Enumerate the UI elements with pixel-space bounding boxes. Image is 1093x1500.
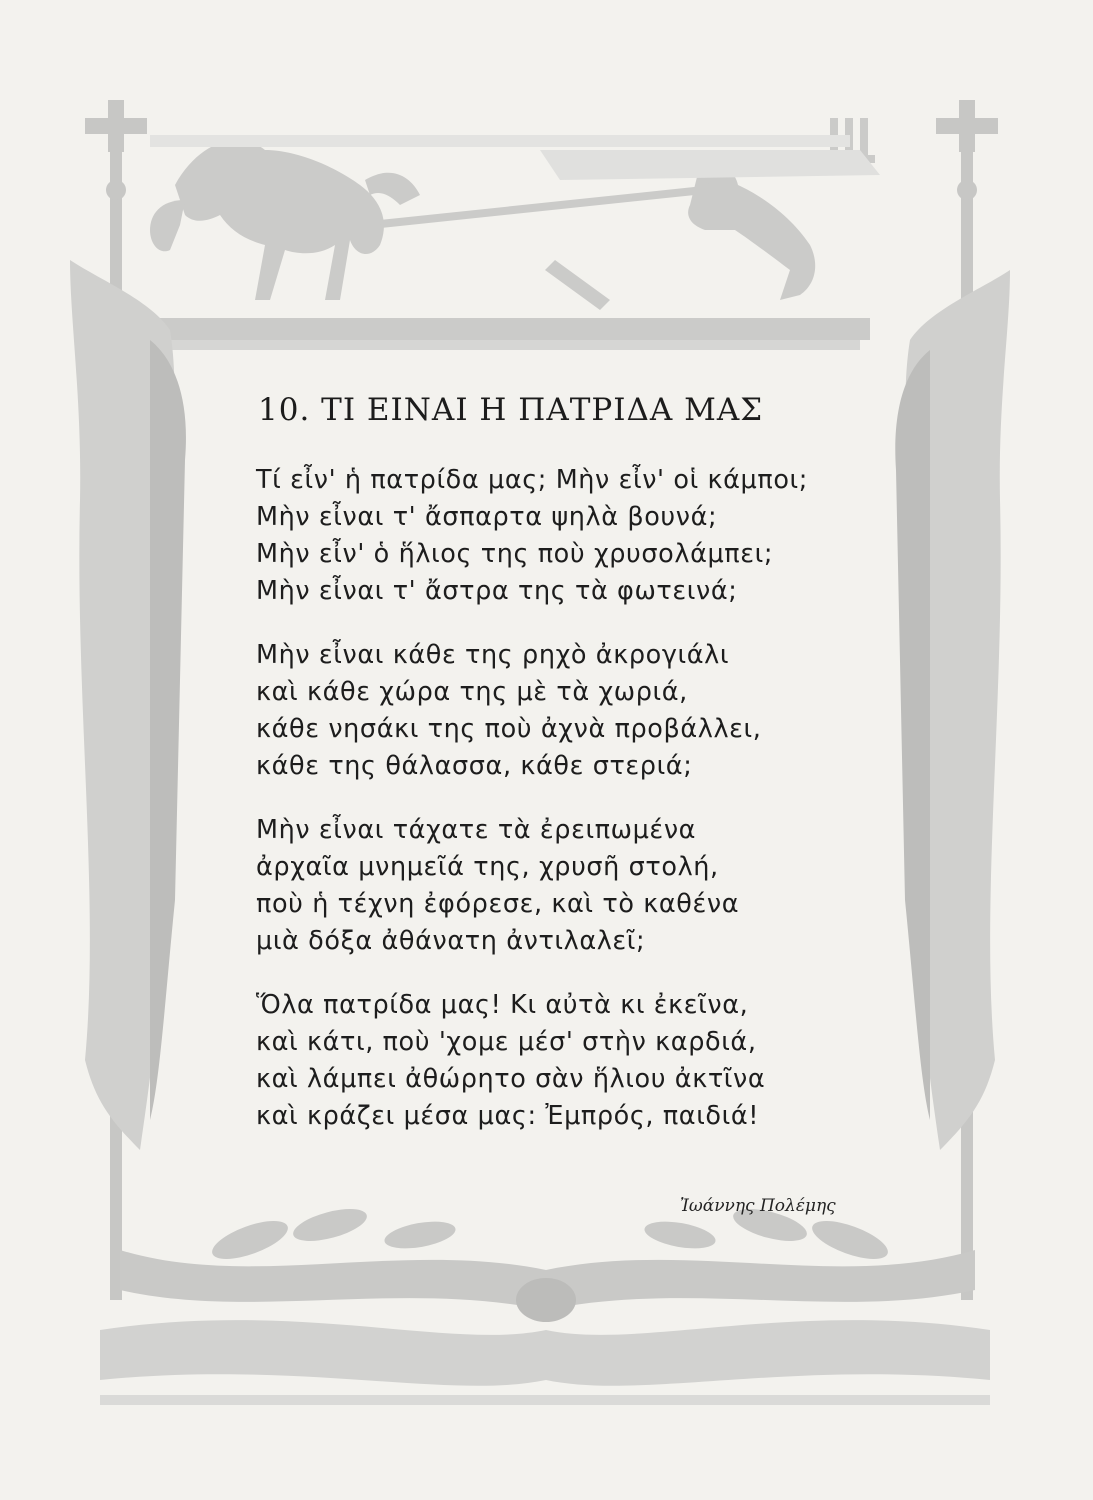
poem-line: κάθε της θάλασσα, κάθε στεριά;	[256, 751, 693, 781]
right-flag-illustration	[895, 100, 1010, 1300]
poem-line: Μὴν εἶναι τ' ἄσπαρτα ψηλὰ βουνά;	[256, 502, 718, 532]
poem-line: Μὴν εἶν' ὁ ἥλιος της ποὺ χρυσολάμπει;	[256, 539, 774, 569]
poem-author: Ἰωάννης Πολέμης	[680, 1196, 836, 1216]
plowing-scene-illustration	[150, 118, 880, 350]
poem-title: 10. ΤΙ ΕΙΝΑΙ Η ΠΑΤΡΙΔΑ ΜΑΣ	[258, 392, 764, 428]
stanza-1	[256, 462, 896, 610]
stanza-3	[256, 812, 896, 960]
laurel-garland-illustration	[100, 1203, 990, 1405]
left-flag-illustration	[70, 100, 186, 1300]
poem-line: Μὴν εἶναι τ' ἄστρα της τὰ φωτεινά;	[256, 576, 738, 606]
poem-line: καὶ κάθε χώρα της μὲ τὰ χωριά,	[256, 677, 688, 707]
poem-line: Μὴν εἶναι τάχατε τὰ ἐρειπωμένα	[256, 815, 697, 845]
poem-line: μιὰ δόξα ἀθάνατη ἀντιλαλεῖ;	[256, 926, 646, 956]
poem-line: ποὺ ἡ τέχνη ἐφόρεσε, καὶ τὸ καθένα	[256, 889, 740, 919]
stanza-2	[256, 637, 896, 785]
poem-line: Ὅλα πατρίδα μας! Κι αὐτὰ κι ἐκεῖνα,	[256, 990, 749, 1020]
poem-line: καὶ κάτι, ποὺ 'χομε μέσ' στὴν καρδιά,	[256, 1027, 757, 1057]
poem-line: καὶ λάμπει ἀθώρητο σὰν ἥλιου ἀκτῖνα	[256, 1064, 766, 1094]
poem-body	[256, 462, 896, 1162]
poem-line: Τί εἶν' ἡ πατρίδα μας; Μὴν εἶν' οἱ κάμποι;	[256, 465, 808, 495]
stanza-4	[256, 987, 896, 1135]
poem-line: Μὴν εἶναι κάθε της ρηχὸ ἀκρογιάλι	[256, 640, 730, 670]
poem-line: κάθε νησάκι της ποὺ ἀχνὰ προβάλλει,	[256, 714, 762, 744]
poem-line: καὶ κράζει μέσα μας: Ἐμπρός, παιδιά!	[256, 1101, 760, 1131]
poem-line: ἀρχαῖα μνημεῖά της, χρυσῆ στολή,	[256, 852, 719, 882]
